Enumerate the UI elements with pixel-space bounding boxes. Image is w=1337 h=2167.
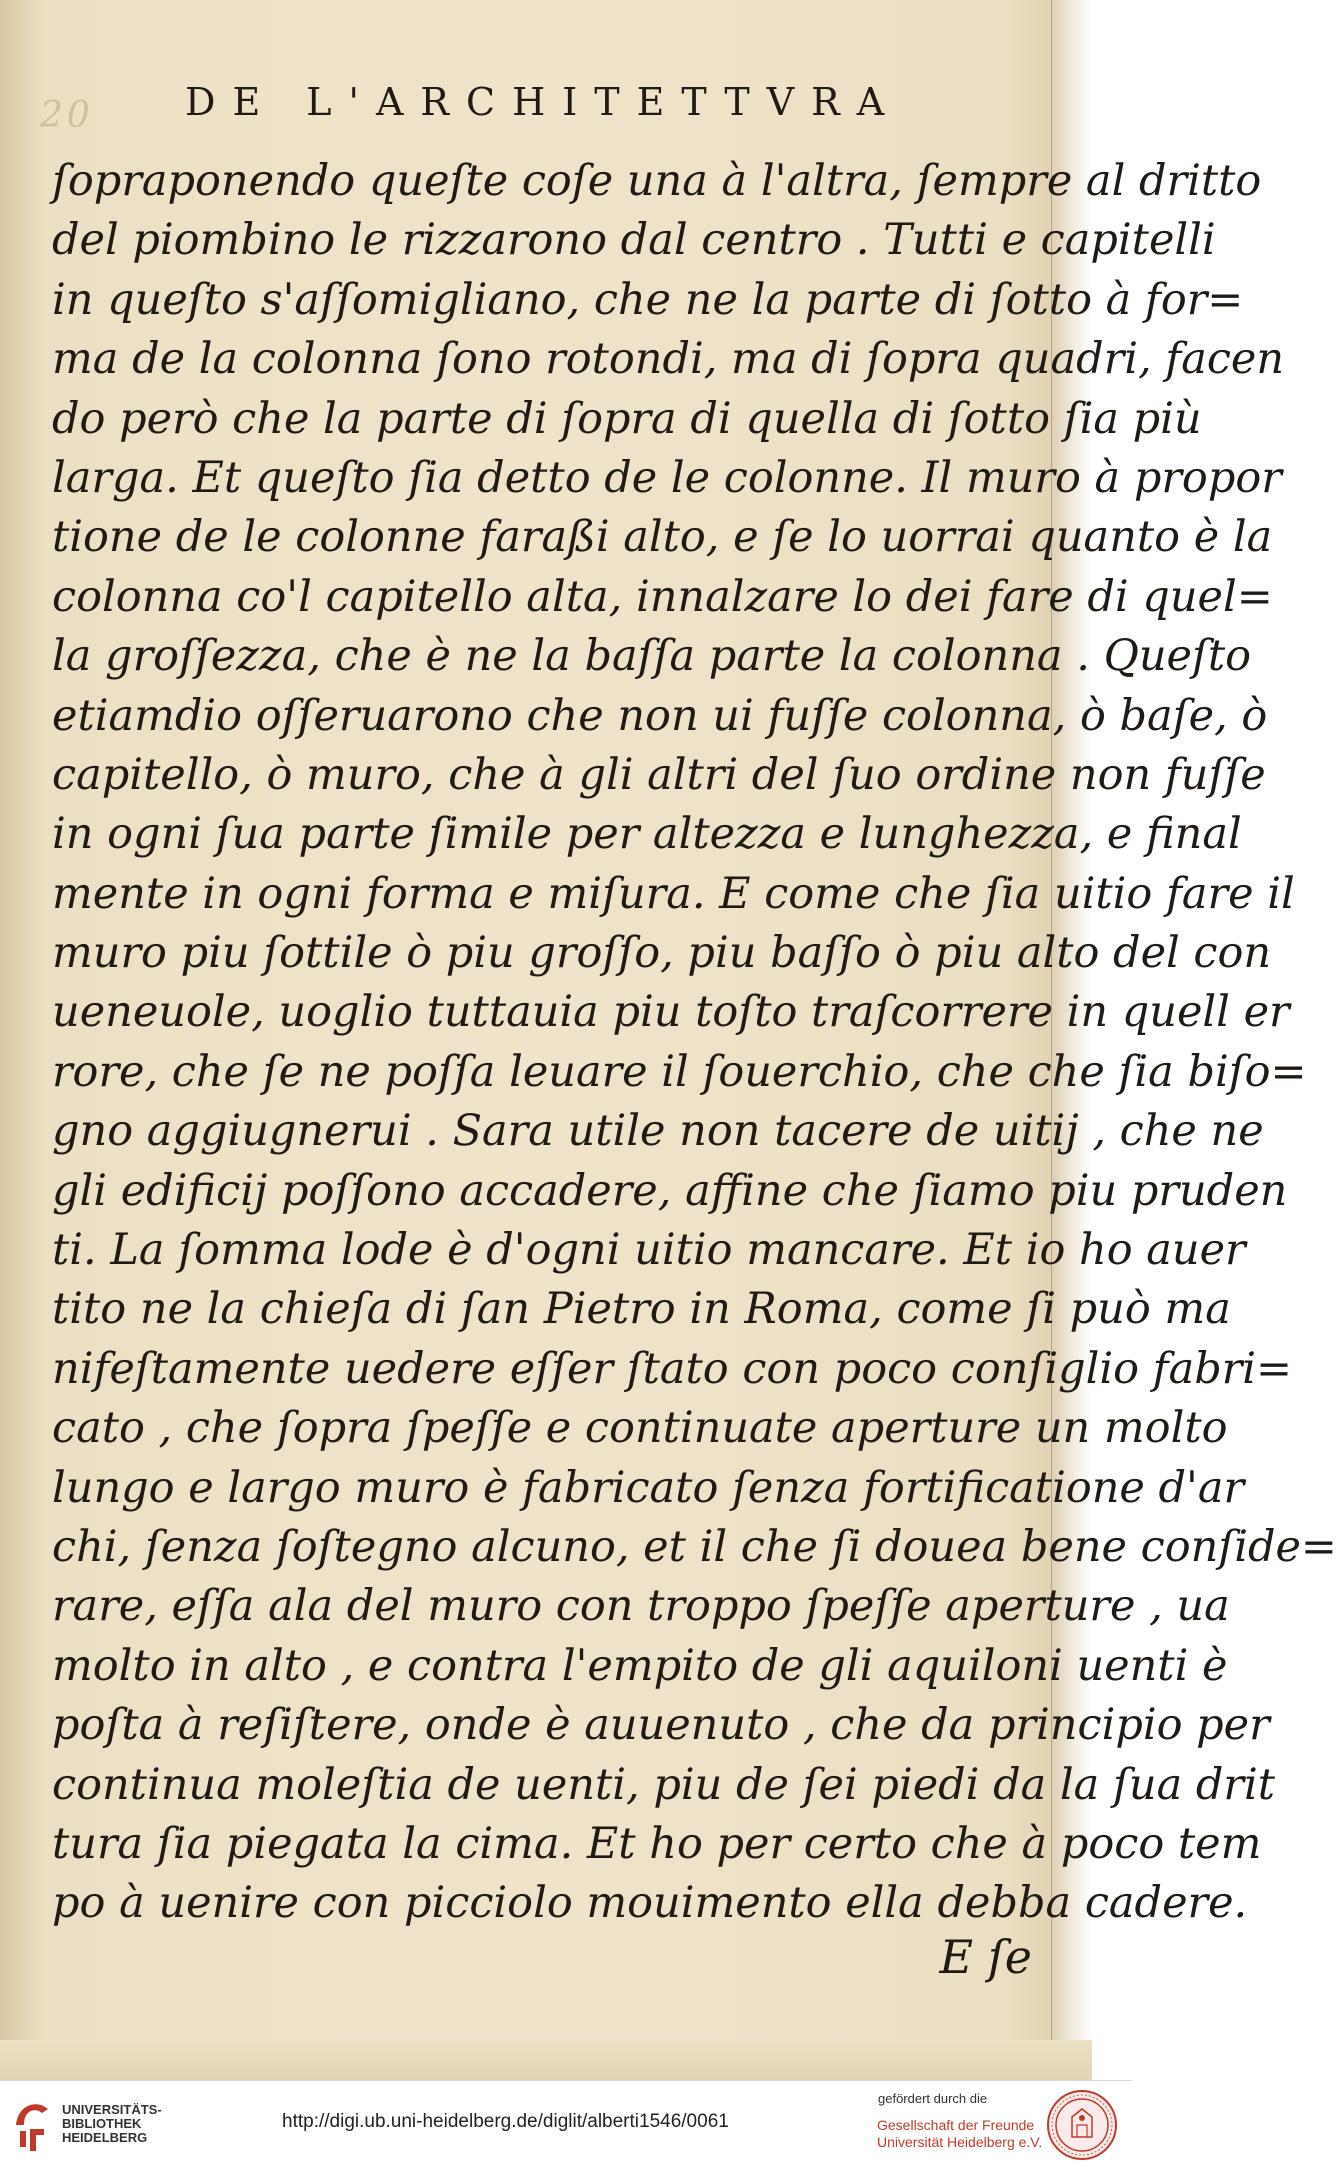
running-head: DE L'ARCHITETTVRA (185, 80, 902, 124)
text-line: rore, che ſe ne poſſa leuare il ſouerchio, che che ſia biſo= (52, 1046, 1307, 1097)
viewer-footer (0, 2080, 1132, 2167)
text-line: tito ne la chieſa di ſan Pietro in Roma, come ſi può ma (52, 1284, 1231, 1335)
text-line: tura ſia piegata la cima. Et ho per certo che à poco tem (52, 1818, 1262, 1869)
text-line: in ogni ſua parte ſimile per altezza e lunghezza, e final (52, 809, 1242, 860)
text-line: po à uenire con picciolo mouimento ella debba cadere. (52, 1878, 1248, 1929)
text-line: muro piu ſottile ò piu groſſo, piu baſſo ò piu alto del con (52, 928, 1272, 979)
library-name-line: UNIVERSITÄTS- (62, 2102, 162, 2117)
text-line: rare, eſſa ala del muro con troppo ſpeſſe aperture , ua (52, 1581, 1230, 1632)
text-line: gno aggiugnerui . Sara utile non tacere de uitij , che ne (52, 1106, 1264, 1157)
text-line: ma de la colonna ſono rotondi, ma di ſopra quadri, facen (52, 334, 1285, 385)
library-name-line: BIBLIOTHEK (62, 2116, 142, 2131)
sponsor-name-line: Gesellschaft der Freunde (877, 2117, 1035, 2133)
library-name-line: HEIDELBERG (62, 2130, 148, 2145)
permalink[interactable]: http://digi.ub.uni-heidelberg.de/diglit/alberti1546/0061 (282, 2111, 729, 2132)
text-line: nifeſtamente uedere eſſer ſtato con poco conſiglio fabri= (52, 1343, 1293, 1394)
text-line: poſta à reſiſtere, onde è auuenuto , che da principio per (52, 1700, 1270, 1751)
text-line: tione de le colonne faraßi alto, e ſe lo uorrai quanto è la (52, 512, 1273, 563)
sponsor-name (877, 2117, 1042, 2151)
text-line: lungo e largo muro è fabricato ſenza fortificatione d'ar (52, 1462, 1245, 1513)
page-bottom-margin (0, 2040, 1092, 2080)
text-line: mente in ogni forma e miſura. E come che ſia uitio fare il (52, 868, 1295, 919)
margin-note: 20 (40, 95, 94, 136)
text-line: gli edificij poſſono accadere, affine che ſiamo piu pruden (52, 1165, 1288, 1216)
text-line: colonna co'l capitello alta, innalzare lo dei fare di quel= (52, 571, 1273, 622)
text-line: molto in alto , e contra l'empito de gli aquiloni uenti è (52, 1640, 1228, 1691)
text-line: ti. La ſomma lode è d'ogni uitio mancare. Et io ho auer (52, 1225, 1246, 1276)
text-line: chi, ſenza ſoſtegno alcuno, et il che ſi douea bene conſide= (52, 1521, 1337, 1572)
university-seal-icon (1046, 2089, 1118, 2161)
text-line: continua moleſtia de uenti, piu de ſei piedi da la ſua drit (52, 1759, 1276, 1810)
catchword: E ſe (939, 1930, 1032, 1984)
text-line: la groſſezza, che è ne la baſſa parte la colonna . Queſto (52, 631, 1252, 682)
text-line: larga. Et queſto ſia detto de le colonne. Il muro à propor (52, 452, 1282, 503)
ub-heidelberg-logo-icon (12, 2095, 52, 2153)
text-line: del piombino le rizzarono dal centro . Tutti e capitelli (52, 215, 1216, 266)
text-line: cato , che ſopra ſpeſſe e continuate aperture un molto (52, 1403, 1228, 1454)
funded-by-label: gefördert durch die (878, 2091, 988, 2106)
body-text (52, 152, 1337, 1934)
text-line: in queſto s'aſſomigliano, che ne la parte di ſotto à for= (52, 274, 1244, 325)
text-line: etiamdio oſſeruarono che non ui fuſſe colonna, ò baſe, ò (52, 690, 1268, 741)
text-line: ueneuole, uoglio tuttauia piu toſto traſcorrere in quell er (52, 987, 1290, 1038)
text-line: capitello, ò muro, che à gli altri del ſuo ordine non fuſſe (52, 749, 1266, 800)
library-name (62, 2103, 162, 2145)
text-line: do però che la parte di ſopra di quella di ſotto ſia più (52, 393, 1202, 444)
text-line: ſopraponendo queſte coſe una à l'altra, ſempre al dritto (52, 156, 1262, 206)
sponsor-name-line: Universität Heidelberg e.V. (877, 2134, 1043, 2150)
